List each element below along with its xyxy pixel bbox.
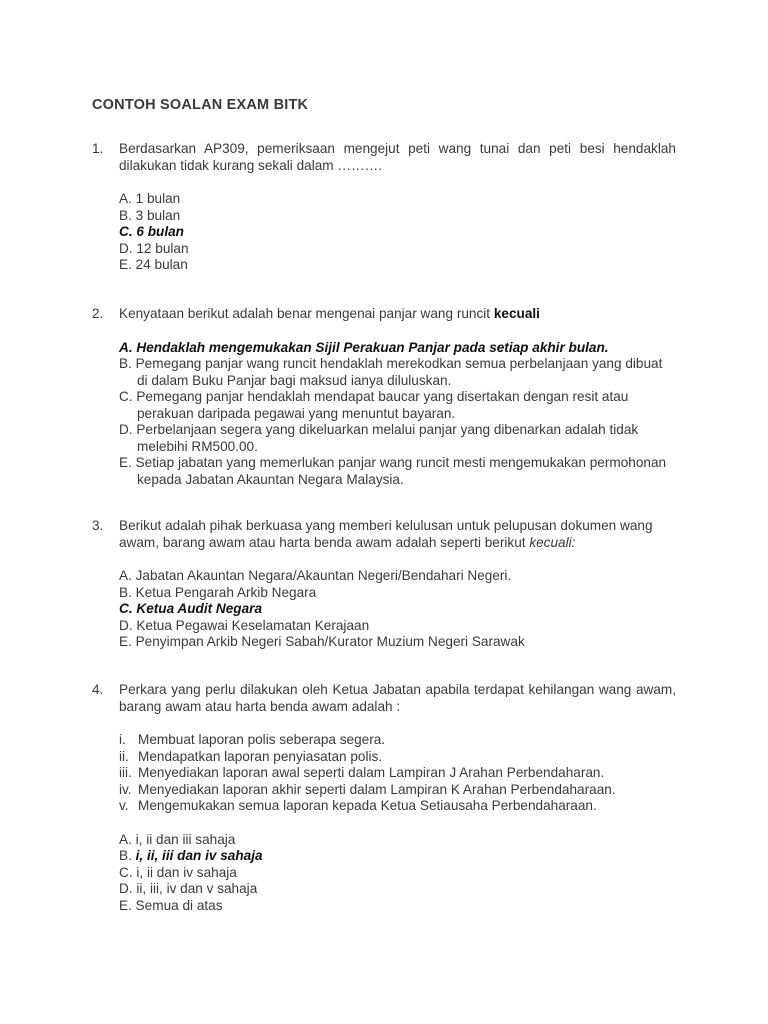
option-d: D. ii, iii, iv dan v sahaja bbox=[119, 881, 258, 896]
question-2 bbox=[92, 306, 676, 488]
option-list bbox=[119, 832, 676, 915]
option-b-answer: B. i, ii, iii dan iv sahaja bbox=[119, 848, 263, 863]
option-b: B. Pemegang panjar wang runcit hendaklah merekodkan semua perbelanjaan yang dibuat di dalam Buku Panjar bagi maksud ianya diluluskan. bbox=[119, 356, 663, 388]
option-c-answer: C. 6 bulan bbox=[119, 224, 184, 239]
option-list bbox=[119, 340, 676, 489]
question-number: 3. bbox=[92, 518, 104, 533]
option-a-answer: A. Hendaklah mengemukakan Sijil Perakuan Panjar pada setiap akhir bulan. bbox=[119, 339, 609, 355]
question-text bbox=[119, 518, 676, 551]
option-a: A. Jabatan Akauntan Negara/Akauntan Negeri/Bendahari Negeri. bbox=[119, 568, 512, 583]
question-3 bbox=[92, 518, 676, 651]
question-text bbox=[119, 306, 676, 323]
question-number: 4. bbox=[92, 682, 104, 697]
option-d: D. Perbelanjaan segera yang dikeluarkan melalui panjar yang dibenarkan adalah tidak melebihi RM500.00. bbox=[119, 422, 639, 454]
option-c-answer: C. Ketua Audit Negara bbox=[119, 601, 263, 616]
roman-item: iii. Menyediakan laporan awal seperti dalam Lampiran J Arahan Perbendaharan. bbox=[119, 765, 605, 780]
roman-item: iv. Menyediakan laporan akhir seperti dalam Lampiran K Arahan Perbendaharaan. bbox=[119, 781, 616, 797]
option-e: E. 24 bulan bbox=[119, 257, 188, 272]
roman-item: i. Membuat laporan polis seberapa segera. bbox=[119, 732, 386, 747]
question-keyword: kecuali bbox=[493, 306, 540, 321]
option-c: C. i, ii dan iv sahaja bbox=[119, 864, 237, 880]
option-a: A. 1 bulan bbox=[119, 191, 181, 206]
question-text-main: Berikut adalah pihak berkuasa yang memberi kelulusan untuk pelupusan dokumen wang awam, barang awam atau harta benda awam adalah seperti berikut bbox=[119, 518, 653, 550]
option-d: D. 12 bulan bbox=[119, 240, 189, 256]
question-text: Perkara yang perlu dilakukan oleh Ketua Jabatan apabila terdapat kehilangan wang awam, barang awam atau harta benda awam adalah : bbox=[119, 682, 676, 714]
question-4 bbox=[92, 682, 676, 914]
option-list bbox=[119, 191, 676, 274]
question-number: 1. bbox=[92, 141, 104, 156]
option-b: B. Ketua Pengarah Arkib Negara bbox=[119, 584, 317, 600]
page-title: CONTOH SOALAN EXAM BITK bbox=[92, 97, 309, 113]
option-a: A. i, ii dan iii sahaja bbox=[119, 831, 236, 847]
option-e: E. Setiap jabatan yang memerlukan panjar wang runcit mesti mengemukakan permohonan kepada Jabatan Akauntan Negara Malaysia. bbox=[119, 455, 667, 487]
question-keyword: kecuali: bbox=[529, 534, 576, 550]
option-e: E. Semua di atas bbox=[119, 897, 223, 913]
roman-item: ii. Mendapatkan laporan penyiasatan polis. bbox=[119, 748, 383, 764]
option-list bbox=[119, 568, 676, 651]
question-1 bbox=[92, 141, 676, 274]
option-c: C. Pemegang panjar hendaklah mendapat baucar yang disertakan dengan resit atau perakuan daripada pegawai yang menuntut bayaran. bbox=[119, 389, 629, 421]
roman-item-list bbox=[119, 732, 676, 815]
option-d: D. Ketua Pegawai Keselamatan Kerajaan bbox=[119, 617, 370, 633]
option-e: E. Penyimpan Arkib Negeri Sabah/Kurator Muzium Negeri Sarawak bbox=[119, 634, 525, 649]
roman-item: v. Mengemukakan semua laporan kepada Ketua Setiausaha Perbendaharaan. bbox=[119, 798, 597, 813]
question-number: 2. bbox=[92, 306, 104, 321]
question-text-main: Kenyataan berikut adalah benar mengenai panjar wang runcit bbox=[119, 306, 494, 321]
question-text: Berdasarkan AP309, pemeriksaan mengejut peti wang tunai dan peti besi hendaklah dilakukan tidak kurang sekali dalam ………. bbox=[119, 141, 676, 173]
option-b: B. 3 bulan bbox=[119, 207, 181, 223]
